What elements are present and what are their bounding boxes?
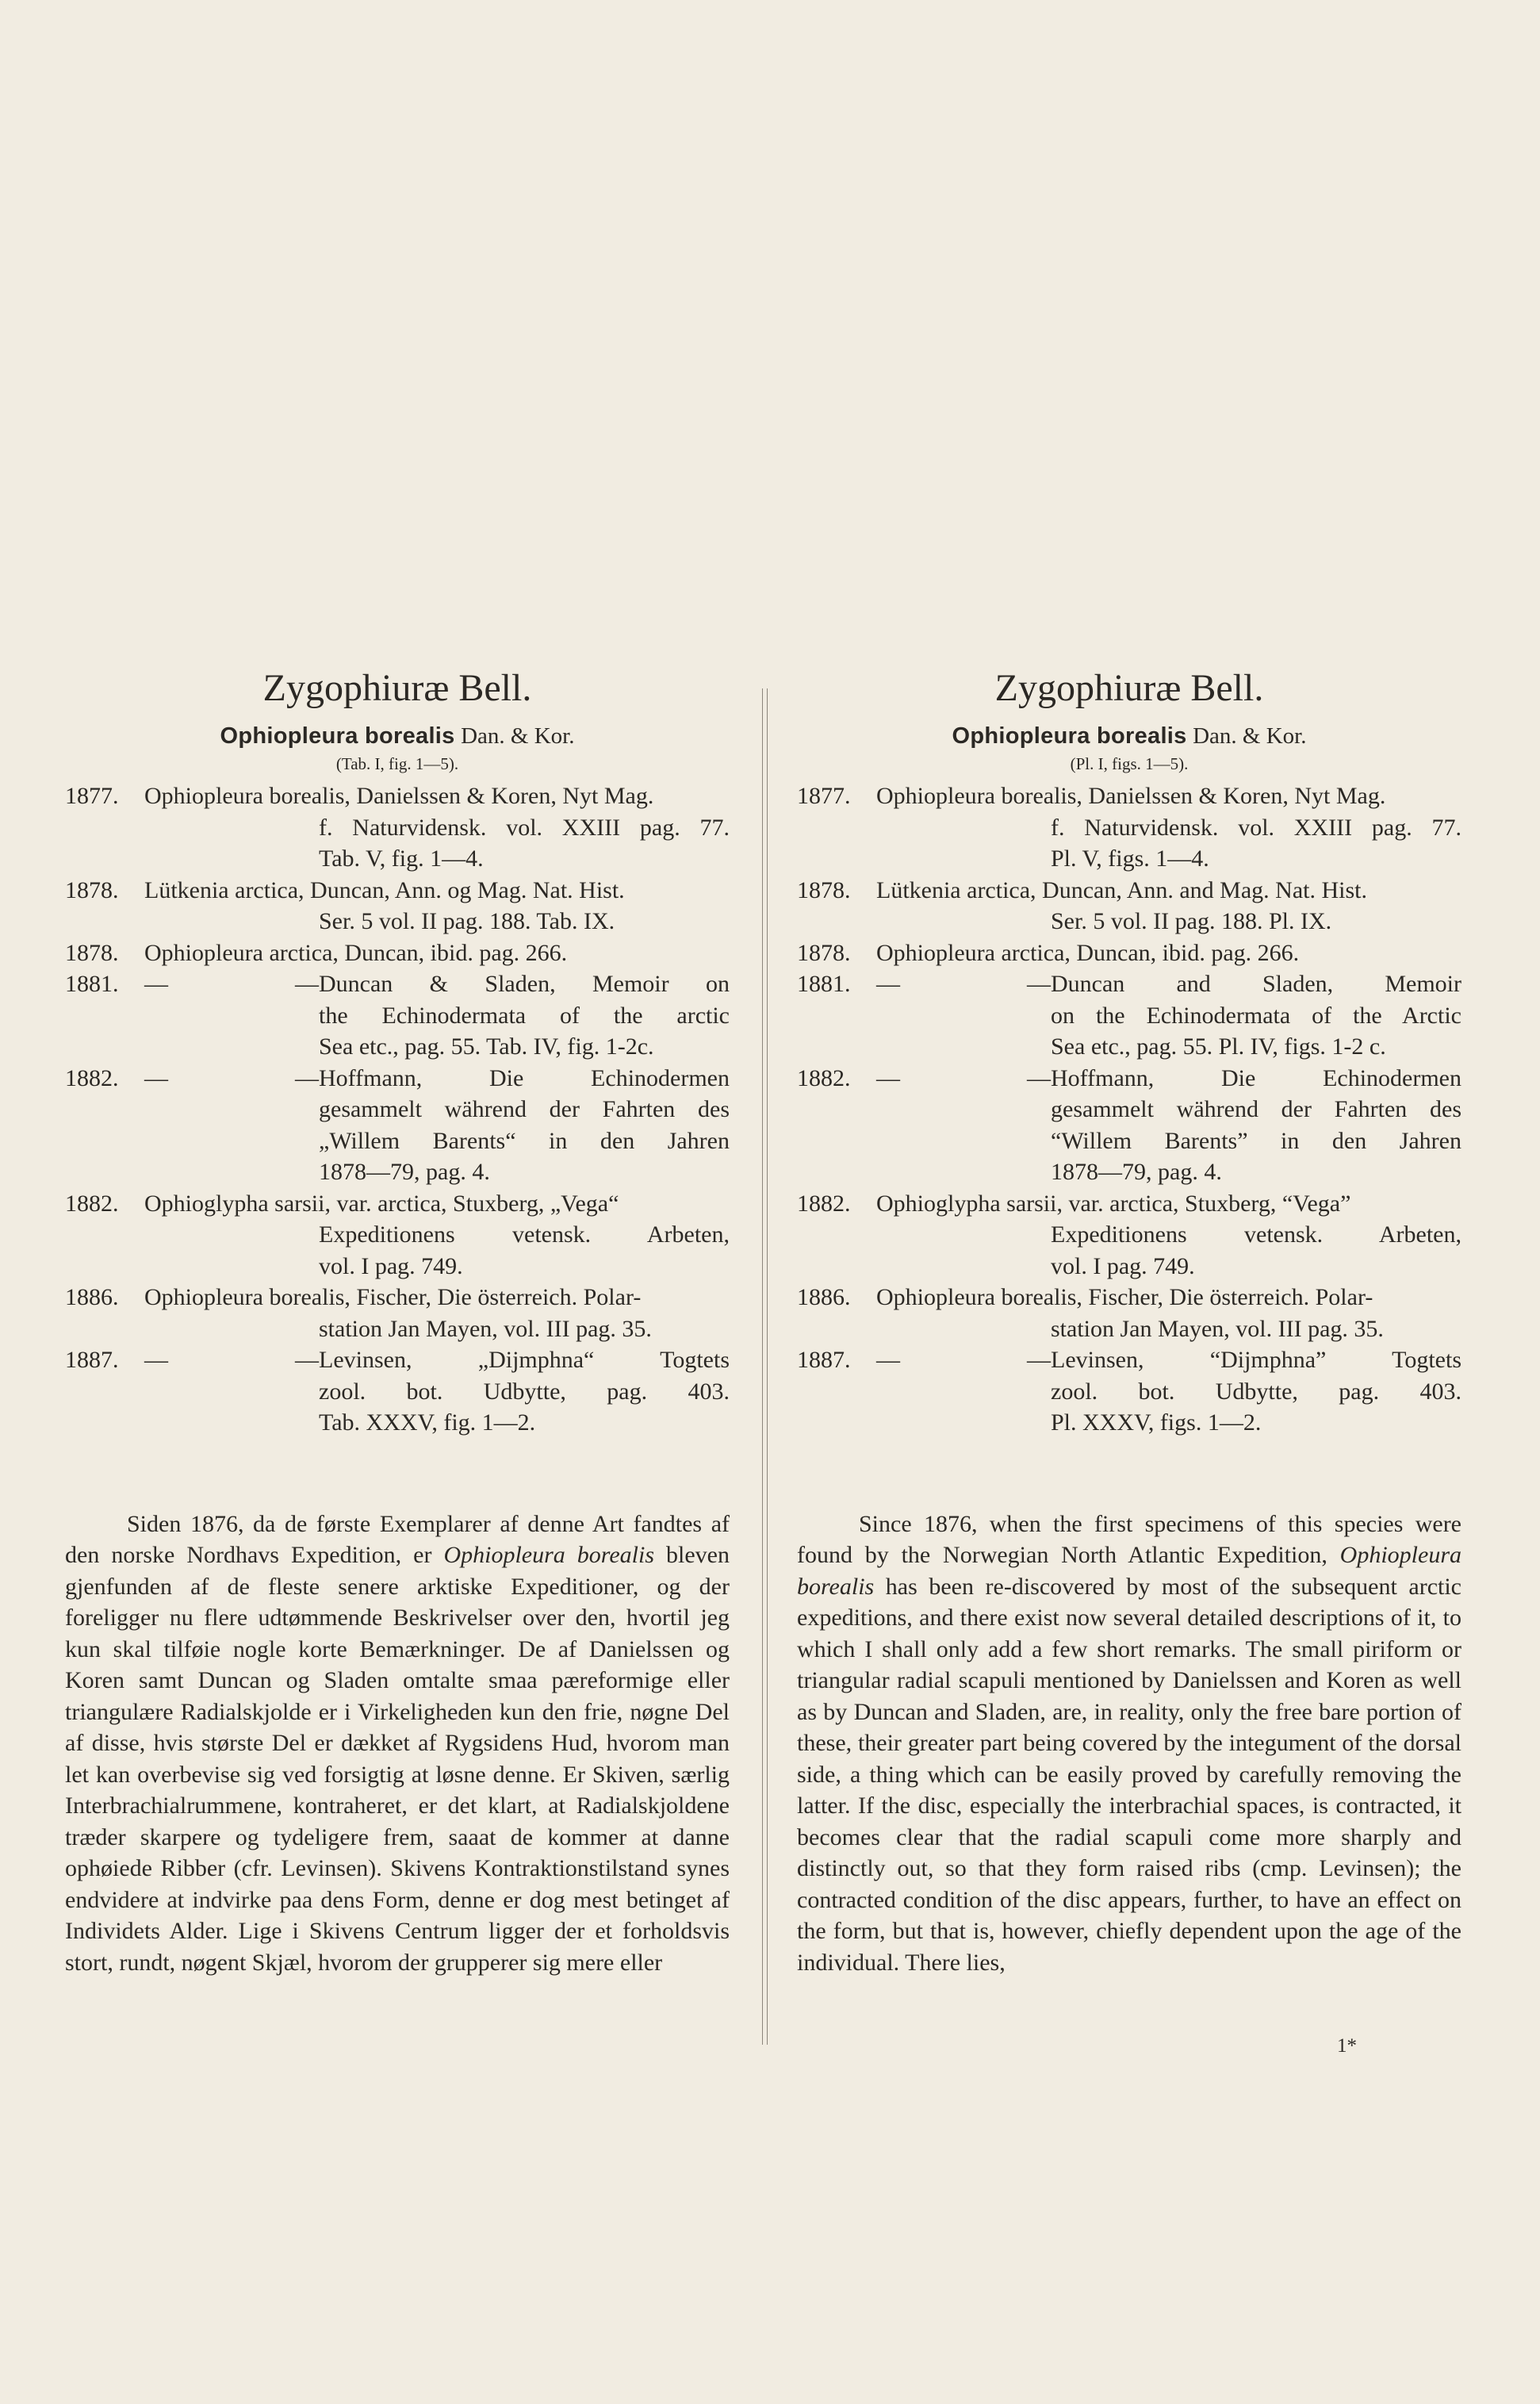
species-heading — [65, 720, 730, 752]
synonym-year: 1886. — [797, 1284, 851, 1310]
synonym-entry — [797, 780, 1461, 875]
synonym-year: 1882. — [65, 1190, 119, 1217]
species-author: Dan. & Kor. — [461, 723, 575, 749]
synonym-year: 1882. — [65, 1064, 119, 1091]
citation-first-line: Ophiopleura borealis, Danielssen & Koren, Nyt Mag. — [876, 783, 1386, 809]
synonym-citation — [876, 1063, 1461, 1188]
synonymy-list — [797, 780, 1461, 1439]
citation-first-line: Ophiopleura borealis, Fischer, Die österreich. Polar- — [876, 1284, 1373, 1310]
synonym-entry — [797, 875, 1461, 937]
column-divider — [762, 688, 768, 2045]
synonym-year: 1878. — [65, 939, 119, 966]
synonymy-list — [65, 780, 730, 1439]
synonym-year: 1881. — [797, 971, 851, 997]
body-paragraph — [65, 1509, 730, 1979]
synonym-citation — [144, 875, 730, 937]
citation-first-line: Hoffmann, Die Echinodermen — [319, 1064, 730, 1091]
citation-first-line: Levinsen, “Dijmphna” Togtets — [1051, 1347, 1461, 1373]
citation-first-line: Lütkenia arctica, Duncan, Ann. og Mag. Nat. Hist. — [144, 876, 625, 903]
citation-continuation-line: „Willem Barents“ in den Jahren — [319, 1127, 730, 1154]
citation-continuation-line: gesammelt während der Fahrten des — [1051, 1096, 1461, 1122]
citation-continuation-line: zool. bot. Udbytte, pag. 403. — [1051, 1378, 1461, 1405]
species-author: Dan. & Kor. — [1193, 723, 1307, 749]
paragraph-italic-species: Ophiopleura borealis — [443, 1542, 655, 1568]
citation-continuation-line: gesammelt während der Fahrten des — [319, 1096, 730, 1122]
species-name: Ophiopleura borealis — [220, 723, 455, 749]
citation-first-line: Duncan & Sladen, Memoir on — [319, 971, 730, 997]
body-paragraph — [797, 1509, 1461, 1979]
species-name: Ophiopleura borealis — [952, 723, 1187, 749]
ditto-dashes: — — — [876, 1347, 1051, 1373]
citation-first-line: Ophioglypha sarsii, var. arctica, Stuxberg, “Vega” — [876, 1190, 1351, 1217]
section-title: Zygophiuræ Bell. — [262, 667, 532, 709]
section-title: Zygophiuræ Bell. — [994, 667, 1264, 709]
citation-first-line: Ophiopleura arctica, Duncan, ibid. pag. 266. — [876, 939, 1300, 966]
ditto-dashes: — — — [144, 1064, 319, 1091]
paragraph-italic-species: Ophiopleura borealis — [797, 1542, 1461, 1600]
paragraph-text-a: Since 1876, when the first specimens of this species were found by the Norwegian North Atlantic Expedition, — [797, 1510, 1461, 1568]
citation-continuation-line: 1878—79, pag. 4. — [1051, 1159, 1222, 1185]
citation-continuation-line: Tab. XXXV, fig. 1—2. — [319, 1409, 536, 1436]
citation-continuation-line: station Jan Mayen, vol. III pag. 35. — [1051, 1315, 1384, 1342]
left-column-norwegian — [65, 665, 730, 1978]
ditto-dashes: — — — [144, 971, 319, 997]
synonym-entry — [65, 780, 730, 875]
synonym-year: 1878. — [797, 939, 851, 966]
citation-continuation-line: vol. I pag. 749. — [1051, 1252, 1195, 1279]
citation-continuation-line: on the Echinodermata of the Arctic — [1051, 1002, 1461, 1029]
synonym-citation — [876, 780, 1461, 875]
synonym-citation — [144, 1063, 730, 1188]
citation-continuation-line: zool. bot. Udbytte, pag. 403. — [319, 1378, 730, 1405]
citation-continuation-line: vol. I pag. 749. — [319, 1252, 463, 1279]
synonym-citation — [876, 1344, 1461, 1439]
citation-first-line: Duncan and Sladen, Memoir — [1051, 971, 1461, 997]
plate-reference: (Pl. I, figs. 1—5). — [1070, 754, 1189, 773]
synonym-entry — [65, 1282, 730, 1344]
synonym-entry — [65, 1188, 730, 1283]
synonym-year: 1878. — [797, 876, 851, 903]
citation-continuation-line: Expeditionens vetensk. Arbeten, — [319, 1221, 730, 1248]
synonym-entry — [797, 1063, 1461, 1188]
synonym-entry — [797, 968, 1461, 1063]
citation-first-line: Lütkenia arctica, Duncan, Ann. and Mag. Nat. Hist. — [876, 876, 1367, 903]
citation-continuation-line: “Willem Barents” in den Jahren — [1051, 1127, 1461, 1154]
right-column-english — [797, 665, 1461, 1978]
citation-continuation-line: the Echinodermata of the arctic — [319, 1002, 730, 1029]
citation-first-line: Ophiopleura borealis, Danielssen & Koren, Nyt Mag. — [144, 783, 654, 809]
synonym-entry — [797, 1188, 1461, 1283]
synonym-citation — [876, 1282, 1461, 1344]
ditto-dashes: — — — [144, 1347, 319, 1373]
citation-continuation-line: Pl. V, figs. 1—4. — [1051, 845, 1209, 872]
citation-first-line: Hoffmann, Die Echinodermen — [1051, 1064, 1461, 1091]
paragraph-text-b: bleven gjenfunden af de fleste senere arktiske Expeditioner, og der foreligger nu flere udtømmende Beskrivelser over den, hvortil jeg kun skal tilføie nogle korte Bemærkninger. De af Danielssen og Koren samt Duncan og Sladen omtalte smaa pæreformige eller triangulære Radialskjolde er i Virkeligheden kun den frie, nøgne Del af disse, hvis største Del er dækket af Rygsidens Hud, hvorom man let kan overbevise sig ved forsigtig at løsne denne. Er Skiven, særlig Interbrachialrummene, kontraheret, er det klart, at Radialskjoldene træder skarpere og tydeligere frem, saaat de kommer at danne ophøiede Ribber (cfr. Levinsen). Skivens Kontraktionstilstand synes endvidere at indvirke paa dens Form, denne er dog mest betinget af Individets Alder. Lige i Skivens Centrum ligger der et forholdsvis stort, rundt, nøgent Skjæl, hvorom der grupperer sig mere eller — [65, 1542, 730, 1976]
citation-continuation-line: Tab. V, fig. 1—4. — [319, 845, 484, 872]
species-heading — [797, 720, 1461, 752]
synonym-year: 1887. — [65, 1347, 119, 1373]
synonym-citation — [144, 968, 730, 1063]
citation-continuation-line: station Jan Mayen, vol. III pag. 35. — [319, 1315, 652, 1342]
page-signature: 1* — [1337, 2035, 1357, 2057]
synonym-citation — [144, 937, 730, 969]
citation-continuation-line: Ser. 5 vol. II pag. 188. Pl. IX. — [1051, 908, 1332, 934]
paragraph-text-b: has been re-discovered by most of the subsequent arctic expeditions, and there exist now several detailed descriptions of it, to which I shall only add a few short remarks. The small piriform or triangular radial scapuli mentioned by Danielssen and Koren as well as by Duncan and Sladen, are, in reality, only the free bare portion of these, their greater part being covered by the integument of the dorsal side, a thing which can be easily proved by carefully removing the latter. If the disc, especially the interbrachial spaces, is contracted, it becomes clear that the radial scapuli come more sharply and distinctly out, so that they form raised ribs (cmp. Levinsen); the contracted condition of the disc appears, further, to have an effect on the form, but that is, however, chiefly dependent upon the age of the individual. There lies, — [797, 1573, 1461, 1976]
synonym-year: 1877. — [797, 783, 851, 809]
synonym-citation — [876, 937, 1461, 969]
synonym-citation — [144, 1344, 730, 1439]
citation-continuation-line: f. Naturvidensk. vol. XXIII pag. 77. — [319, 814, 730, 841]
synonym-year: 1877. — [65, 783, 119, 809]
synonym-citation — [144, 1188, 730, 1283]
synonym-entry — [65, 875, 730, 937]
synonym-entry — [797, 937, 1461, 969]
citation-first-line: Ophioglypha sarsii, var. arctica, Stuxberg, „Vega“ — [144, 1190, 619, 1217]
citation-continuation-line: Ser. 5 vol. II pag. 188. Tab. IX. — [319, 908, 615, 934]
synonym-citation — [144, 780, 730, 875]
citation-first-line: Levinsen, „Dijmphna“ Togtets — [319, 1347, 730, 1373]
synonym-entry — [65, 1344, 730, 1439]
citation-first-line: Ophiopleura borealis, Fischer, Die österreich. Polar- — [144, 1284, 642, 1310]
synonym-year: 1886. — [65, 1284, 119, 1310]
synonym-year: 1882. — [797, 1064, 851, 1091]
synonym-entry — [797, 1282, 1461, 1344]
synonym-year: 1881. — [65, 971, 119, 997]
synonym-entry — [65, 1063, 730, 1188]
synonym-citation — [876, 875, 1461, 937]
synonym-citation — [876, 1188, 1461, 1283]
plate-reference: (Tab. I, fig. 1—5). — [335, 754, 459, 773]
ditto-dashes: — — — [876, 971, 1051, 997]
synonym-entry — [65, 968, 730, 1063]
synonym-year: 1878. — [65, 876, 119, 903]
synonym-year: 1882. — [797, 1190, 851, 1217]
citation-continuation-line: f. Naturvidensk. vol. XXIII pag. 77. — [1051, 814, 1461, 841]
citation-continuation-line: Pl. XXXV, figs. 1—2. — [1051, 1409, 1262, 1436]
synonym-entry — [65, 937, 730, 969]
paragraph-text-a: Siden 1876, da de første Exemplarer af denne Art fandtes af den norske Nordhavs Expedition, er — [65, 1510, 730, 1568]
citation-continuation-line: 1878—79, pag. 4. — [319, 1159, 490, 1185]
citation-continuation-line: Sea etc., pag. 55. Tab. IV, fig. 1-2c. — [319, 1033, 654, 1060]
synonym-year: 1887. — [797, 1347, 851, 1373]
synonym-entry — [797, 1344, 1461, 1439]
synonym-citation — [876, 968, 1461, 1063]
citation-continuation-line: Sea etc., pag. 55. Pl. IV, figs. 1-2 c. — [1051, 1033, 1386, 1060]
synonym-citation — [144, 1282, 730, 1344]
ditto-dashes: — — — [876, 1064, 1051, 1091]
citation-first-line: Ophiopleura arctica, Duncan, ibid. pag. 266. — [144, 939, 568, 966]
citation-continuation-line: Expeditionens vetensk. Arbeten, — [1051, 1221, 1461, 1248]
